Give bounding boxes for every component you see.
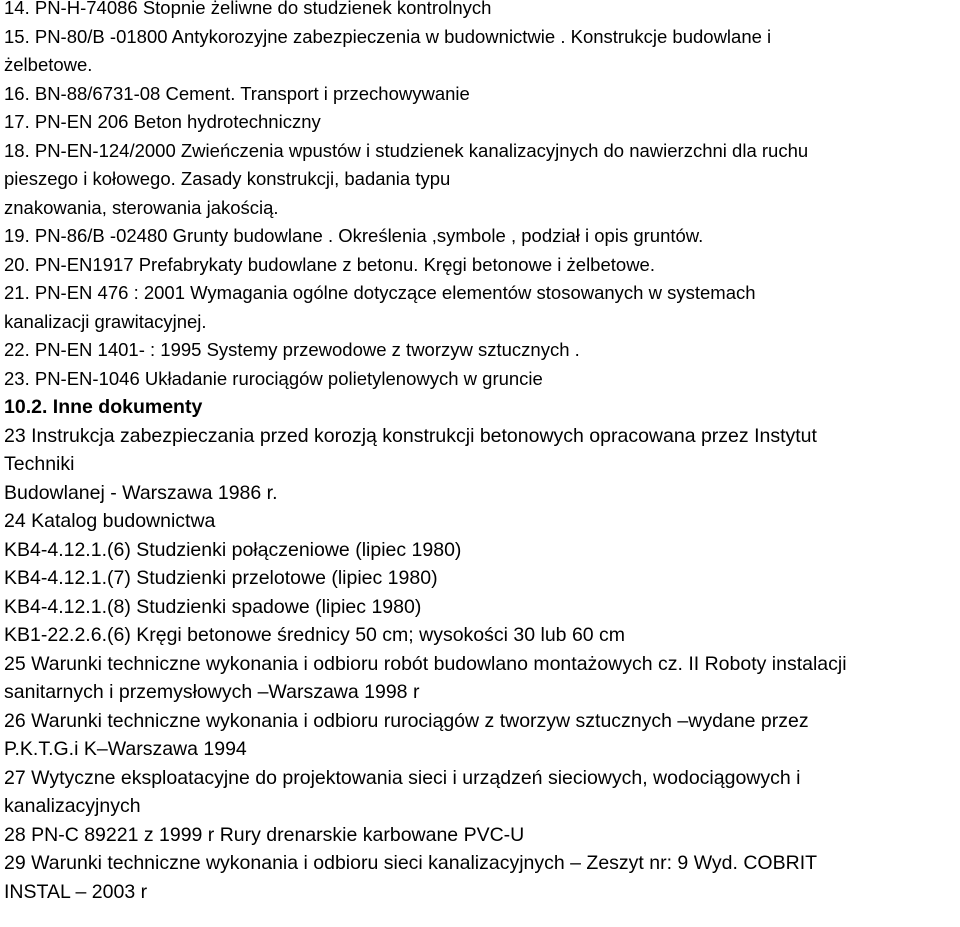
ref-line-18: 18. PN-EN-124/2000 Zwieńczenia wpustów i studzienek kanalizacyjnych do nawierzchni dla ruchu — [4, 139, 809, 161]
doc-line-27-cont: kanalizacyjnych — [4, 795, 141, 817]
ref-line-23: 23. PN-EN-1046 Układanie rurociągów polietylenowych w gruncie — [4, 367, 543, 389]
ref-line-22: 22. PN-EN 1401- : 1995 Systemy przewodowe z tworzyw sztucznych . — [4, 339, 580, 360]
ref-line-15: 15. PN-80/B -01800 Antykorozyjne zabezpieczenia w budownictwie . Konstrukcje budowlane i — [4, 25, 772, 47]
doc-line-25-cont: sanitarnych i przemysłowych –Warszawa 1998 r — [4, 681, 420, 703]
doc-line-28: 28 PN-C 89221 z 1999 r Rury drenarskie karbowane PVC-U — [4, 823, 525, 846]
ref-line-18-cont2: znakowania, sterowania jakością. — [4, 196, 279, 218]
ref-line-17: 17. PN-EN 206 Beton hydrotechniczny — [4, 111, 321, 132]
doc-line-26-cont: P.K.T.G.i K–Warszawa 1994 — [4, 738, 247, 760]
doc-line-29-cont: INSTAL – 2003 r — [4, 880, 148, 903]
ref-line-15-cont: żelbetowe. — [4, 54, 93, 75]
doc-line-27: 27 Wytyczne eksploatacyjne do projektowania sieci i urządzeń sieciowych, wodociągowych i — [4, 766, 801, 789]
catalog-item-kb4-8: KB4-4.12.1.(8) Studzienki spadowe (lipiec 1980) — [4, 595, 422, 618]
catalog-item-kb1: KB1-22.2.6.(6) Kręgi betonowe średnicy 50 cm; wysokości 30 lub 60 cm — [4, 624, 626, 646]
doc-line-24: 24 Katalog budownictwa — [4, 510, 216, 532]
ref-line-21-cont: kanalizacji grawitacyjnej. — [4, 310, 207, 332]
doc-line-23-cont2: Budowlanej - Warszawa 1986 r. — [4, 481, 278, 504]
ref-line-20: 20. PN-EN1917 Prefabrykaty budowlane z betonu. Kręgi betonowe i żelbetowe. — [4, 253, 655, 275]
doc-line-26: 26 Warunki techniczne wykonania i odbioru rurociągów z tworzyw sztucznych –wydane przez — [4, 709, 809, 732]
ref-line-19: 19. PN-86/B -02480 Grunty budowlane . Określenia ,symbole , podział i opis gruntów. — [4, 225, 704, 246]
ref-line-14: 14. PN-H-74086 Stopnie żeliwne do studzienek kontrolnych — [4, 0, 492, 18]
doc-line-29: 29 Warunki techniczne wykonania i odbioru sieci kanalizacyjnych – Zeszyt nr: 9 Wyd. COBRIT — [4, 852, 818, 874]
ref-line-21: 21. PN-EN 476 : 2001 Wymagania ogólne dotyczące elementów stosowanych w systemach — [4, 282, 756, 303]
catalog-item-kb4-6: KB4-4.12.1.(6) Studzienki połączeniowe (lipiec 1980) — [4, 538, 462, 561]
ref-line-18-cont: pieszego i kołowego. Zasady konstrukcji, badania typu — [4, 168, 451, 189]
doc-line-23: 23 Instrukcja zabezpieczania przed korozją konstrukcji betonowych opracowana przez Instytut — [4, 424, 817, 447]
catalog-item-kb4-7: KB4-4.12.1.(7) Studzienki przelotowe (lipiec 1980) — [4, 567, 438, 589]
doc-line-23-cont: Techniki — [4, 453, 75, 475]
section-heading: 10.2. Inne dokumenty — [4, 396, 203, 418]
doc-line-25: 25 Warunki techniczne wykonania i odbioru robót budowlano montażowych cz. II Roboty instalacji — [4, 652, 847, 675]
ref-line-16: 16. BN-88/6731-08 Cement. Transport i przechowywanie — [4, 82, 470, 104]
